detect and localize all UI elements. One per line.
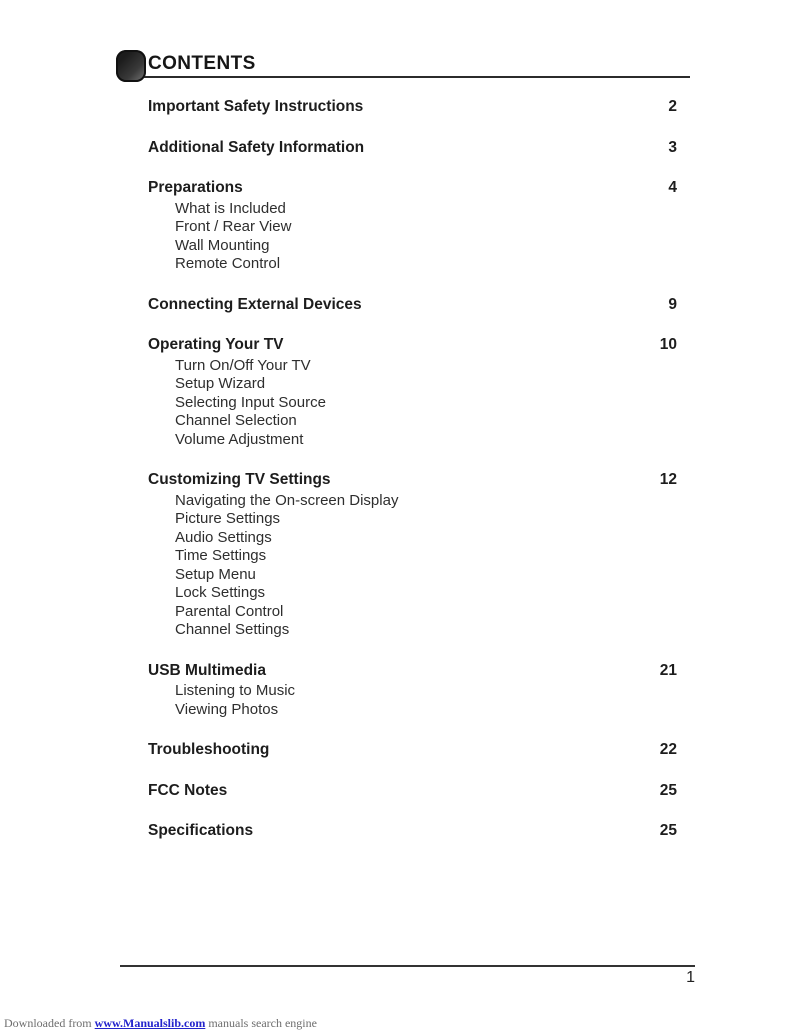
toc-subentry: Channel Selection <box>175 412 297 429</box>
toc-entry <box>148 822 677 841</box>
toc-subentry: Setup Menu <box>175 565 256 583</box>
toc-entry-page: 3 <box>668 138 677 156</box>
toc-entry-title: Troubleshooting <box>148 741 270 758</box>
toc-entry-title: Customizing TV Settings <box>148 471 331 488</box>
toc-entry-title: Connecting External Devices <box>148 295 362 313</box>
download-watermark <box>4 1016 317 1031</box>
toc-subentries <box>148 200 677 274</box>
toc-entry-page: 25 <box>659 822 677 839</box>
toc-subentry: Channel Settings <box>175 621 290 638</box>
toc-entry-title: Preparations <box>148 179 243 196</box>
toc-subentry: Navigating the On-screen Display <box>175 491 399 509</box>
toc-subentry: Listening to Music <box>175 682 296 699</box>
toc-entry <box>148 662 677 681</box>
toc-entry-title: Additional Safety Information <box>148 138 365 156</box>
rounded-square-bullet-icon <box>116 50 146 82</box>
page-title: CONTENTS <box>148 53 256 74</box>
toc-entry <box>148 139 677 158</box>
toc-section-usb-multimedia <box>148 662 677 720</box>
toc-section-additional-safety <box>148 139 677 158</box>
table-of-contents <box>148 98 677 863</box>
toc-subentry: Audio Settings <box>175 528 272 546</box>
toc-entry <box>148 782 677 801</box>
toc-entry-page: 2 <box>668 98 677 115</box>
toc-subentry: What is Included <box>175 199 286 217</box>
toc-subentry: Turn On/Off Your TV <box>175 356 311 374</box>
toc-subentry: Time Settings <box>175 547 267 564</box>
toc-section-preparations <box>148 179 677 274</box>
toc-subentry: Selecting Input Source <box>175 393 326 411</box>
toc-subentry: Picture Settings <box>175 510 281 527</box>
toc-entry <box>148 179 677 198</box>
toc-entry-title: Specifications <box>148 822 254 839</box>
page-number: 1 <box>686 969 695 986</box>
toc-subentries <box>148 492 677 640</box>
toc-entry-page: 10 <box>659 336 677 353</box>
toc-subentry: Volume Adjustment <box>175 430 304 448</box>
toc-subentry: Front / Rear View <box>175 218 292 235</box>
toc-subentry: Viewing Photos <box>175 700 279 718</box>
toc-subentry: Wall Mounting <box>175 236 270 254</box>
toc-entry-page: 21 <box>659 661 677 679</box>
toc-section-important-safety <box>148 98 677 117</box>
toc-entry-page: 25 <box>659 781 677 799</box>
toc-section-operating-your-tv <box>148 336 677 449</box>
toc-entry <box>148 471 677 490</box>
toc-entry-page: 12 <box>659 471 677 488</box>
toc-entry-title: FCC Notes <box>148 781 228 799</box>
toc-entry <box>148 336 677 355</box>
toc-section-customizing-tv-settings <box>148 471 677 640</box>
toc-section-troubleshooting <box>148 741 677 760</box>
header-rule <box>124 76 690 78</box>
toc-entry-title: Operating Your TV <box>148 336 284 353</box>
toc-section-specifications <box>148 822 677 841</box>
toc-entry-page: 22 <box>659 741 677 758</box>
watermark-suffix: manuals search engine <box>205 1016 317 1030</box>
toc-subentries <box>148 357 677 450</box>
watermark-prefix: Downloaded from <box>4 1016 95 1030</box>
toc-subentries <box>148 682 677 719</box>
toc-entry-title: USB Multimedia <box>148 661 266 679</box>
toc-subentry: Setup Wizard <box>175 375 266 392</box>
toc-entry-title: Important Safety Instructions <box>148 98 364 115</box>
toc-entry <box>148 741 677 760</box>
manualslib-link[interactable]: www.Manualslib.com <box>94 1016 206 1030</box>
toc-section-connecting-external-devices <box>148 296 677 315</box>
toc-subentry: Parental Control <box>175 602 284 620</box>
toc-entry-page: 9 <box>668 295 677 313</box>
toc-subentry: Remote Control <box>175 255 281 272</box>
footer-rule <box>120 965 695 967</box>
toc-entry <box>148 98 677 117</box>
toc-entry <box>148 296 677 315</box>
toc-entry-page: 4 <box>668 179 677 196</box>
toc-section-fcc-notes <box>148 782 677 801</box>
toc-subentry: Lock Settings <box>175 584 266 601</box>
